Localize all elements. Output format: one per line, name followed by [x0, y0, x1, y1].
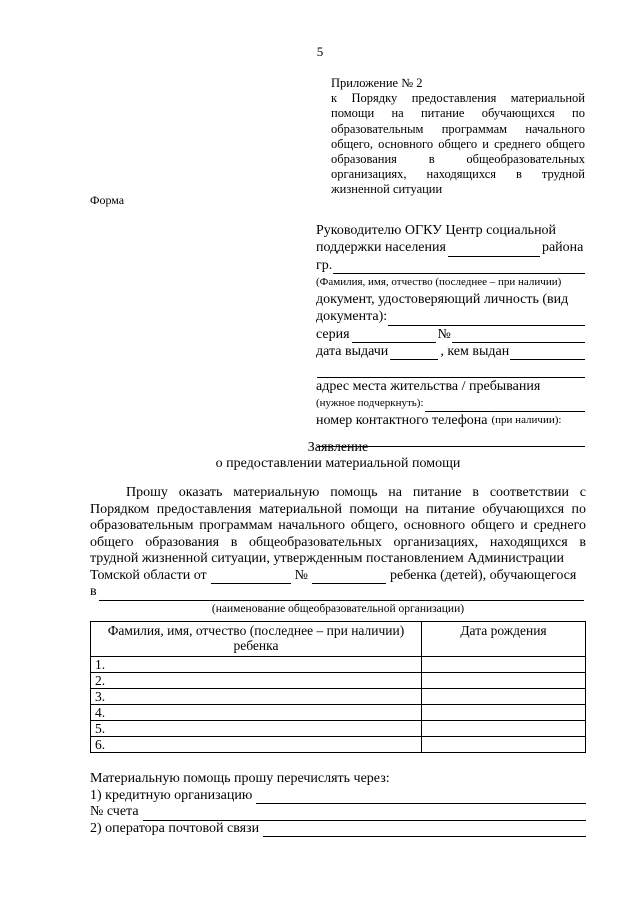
document-title	[90, 440, 586, 472]
row-number[interactable]: 6.	[91, 737, 422, 753]
addressee-line2-start: поддержки населения	[316, 240, 446, 256]
header-child-name: Фамилия, имя, отчество (последнее – при наличии) ребенка	[91, 622, 422, 657]
birth-date-cell[interactable]	[422, 721, 586, 737]
birth-date-cell[interactable]	[422, 673, 586, 689]
body-last-start: Томской области от	[90, 567, 207, 583]
table-row	[91, 737, 586, 753]
post-operator-field[interactable]	[263, 824, 586, 837]
district-field[interactable]	[448, 243, 540, 257]
table-row	[91, 705, 586, 721]
fio-hint: (Фамилия, имя, отчество (последнее – при наличии)	[316, 275, 562, 288]
title-line1: Заявление	[307, 440, 369, 455]
underline-hint: (нужное подчеркнуть):	[316, 396, 424, 409]
payment-block	[90, 771, 586, 837]
resolution-number-field[interactable]	[312, 571, 386, 584]
addressee-line2-end: района	[541, 240, 584, 256]
table-row	[91, 673, 586, 689]
series-field[interactable]	[352, 329, 436, 343]
phone-label: номер контактного телефона	[316, 413, 488, 429]
series-label: серия	[316, 326, 350, 342]
issued-by-extra-field[interactable]	[317, 364, 585, 378]
body-paragraph: Прошу оказать материальную помощь на питание в соответствии с Порядком предоставления материальной помощи на питание обучающихся по образовательным программам начального общего, основного общего и среднего общего образования в общеобразовательных организациях, находящихся в трудной жизненной ситуации, утвержденным постановлением Администрации	[90, 485, 586, 566]
citizen-name-field[interactable]	[333, 260, 585, 274]
address-label: адрес места жительства / пребывания	[316, 378, 541, 394]
credit-org-label: 1) кредитную организацию	[90, 787, 253, 803]
children-table	[90, 621, 586, 753]
citizen-label: гр.	[316, 257, 333, 273]
appendix-block	[331, 76, 585, 198]
appendix-body: к Порядку предоставления материальной помощи на питание обучающихся по образовательным программам начального общего, основного общего и среднего общего образования в общеобразовательных организациях, находящихся в трудной жизненной ситуации	[331, 91, 585, 197]
post-operator-label: 2) оператора почтовой связи	[90, 820, 260, 836]
header-birth-date: Дата рождения	[422, 622, 586, 657]
title-line2: о предоставлении материальной помощи	[215, 456, 461, 471]
phone-hint: (при наличии):	[491, 414, 562, 427]
table-row	[91, 721, 586, 737]
payment-intro: Материальную помощь прошу перечислять через:	[90, 771, 390, 786]
table-header-row	[91, 622, 586, 657]
address-field[interactable]	[425, 398, 585, 412]
table-row	[91, 689, 586, 705]
birth-date-cell[interactable]	[422, 737, 586, 753]
issue-date-field[interactable]	[390, 346, 438, 360]
appendix-title: Приложение № 2	[331, 76, 423, 90]
page-number: 5	[316, 44, 324, 59]
row-number[interactable]: 4.	[91, 705, 422, 721]
body-last-end: ребенка (детей), обучающегося	[389, 567, 577, 583]
school-name-field[interactable]	[99, 588, 584, 601]
addressee-line1: Руководителю ОГКУ Центр социальной	[316, 223, 557, 238]
resolution-date-field[interactable]	[211, 571, 291, 584]
application-body	[90, 485, 586, 617]
row-number[interactable]: 1.	[91, 657, 422, 673]
row-number[interactable]: 5.	[91, 721, 422, 737]
doc-type-field[interactable]	[388, 312, 585, 326]
birth-date-cell[interactable]	[422, 657, 586, 673]
account-field[interactable]	[143, 808, 586, 821]
form-label: Форма	[90, 193, 125, 207]
number-sign: №	[437, 326, 451, 342]
doc-number-field[interactable]	[452, 329, 585, 343]
table-row	[91, 657, 586, 673]
doc-line1: документ, удостоверяющий личность (вид	[316, 292, 569, 308]
row-number[interactable]: 2.	[91, 673, 422, 689]
birth-date-cell[interactable]	[422, 705, 586, 721]
issued-by-label: , кем выдан	[440, 344, 510, 360]
addressee-block	[316, 222, 586, 447]
doc-line2: документа):	[316, 309, 388, 325]
issued-by-field[interactable]	[510, 346, 585, 360]
birth-date-cell[interactable]	[422, 689, 586, 705]
school-caption: (наименование общеобразовательной организации)	[211, 602, 465, 615]
issue-date-label: дата выдачи	[316, 344, 389, 360]
row-number[interactable]: 3.	[91, 689, 422, 705]
body-number-sign: №	[294, 567, 308, 583]
account-label: № счета	[90, 804, 139, 819]
credit-org-field[interactable]	[256, 791, 586, 804]
body-in: в	[90, 584, 97, 599]
